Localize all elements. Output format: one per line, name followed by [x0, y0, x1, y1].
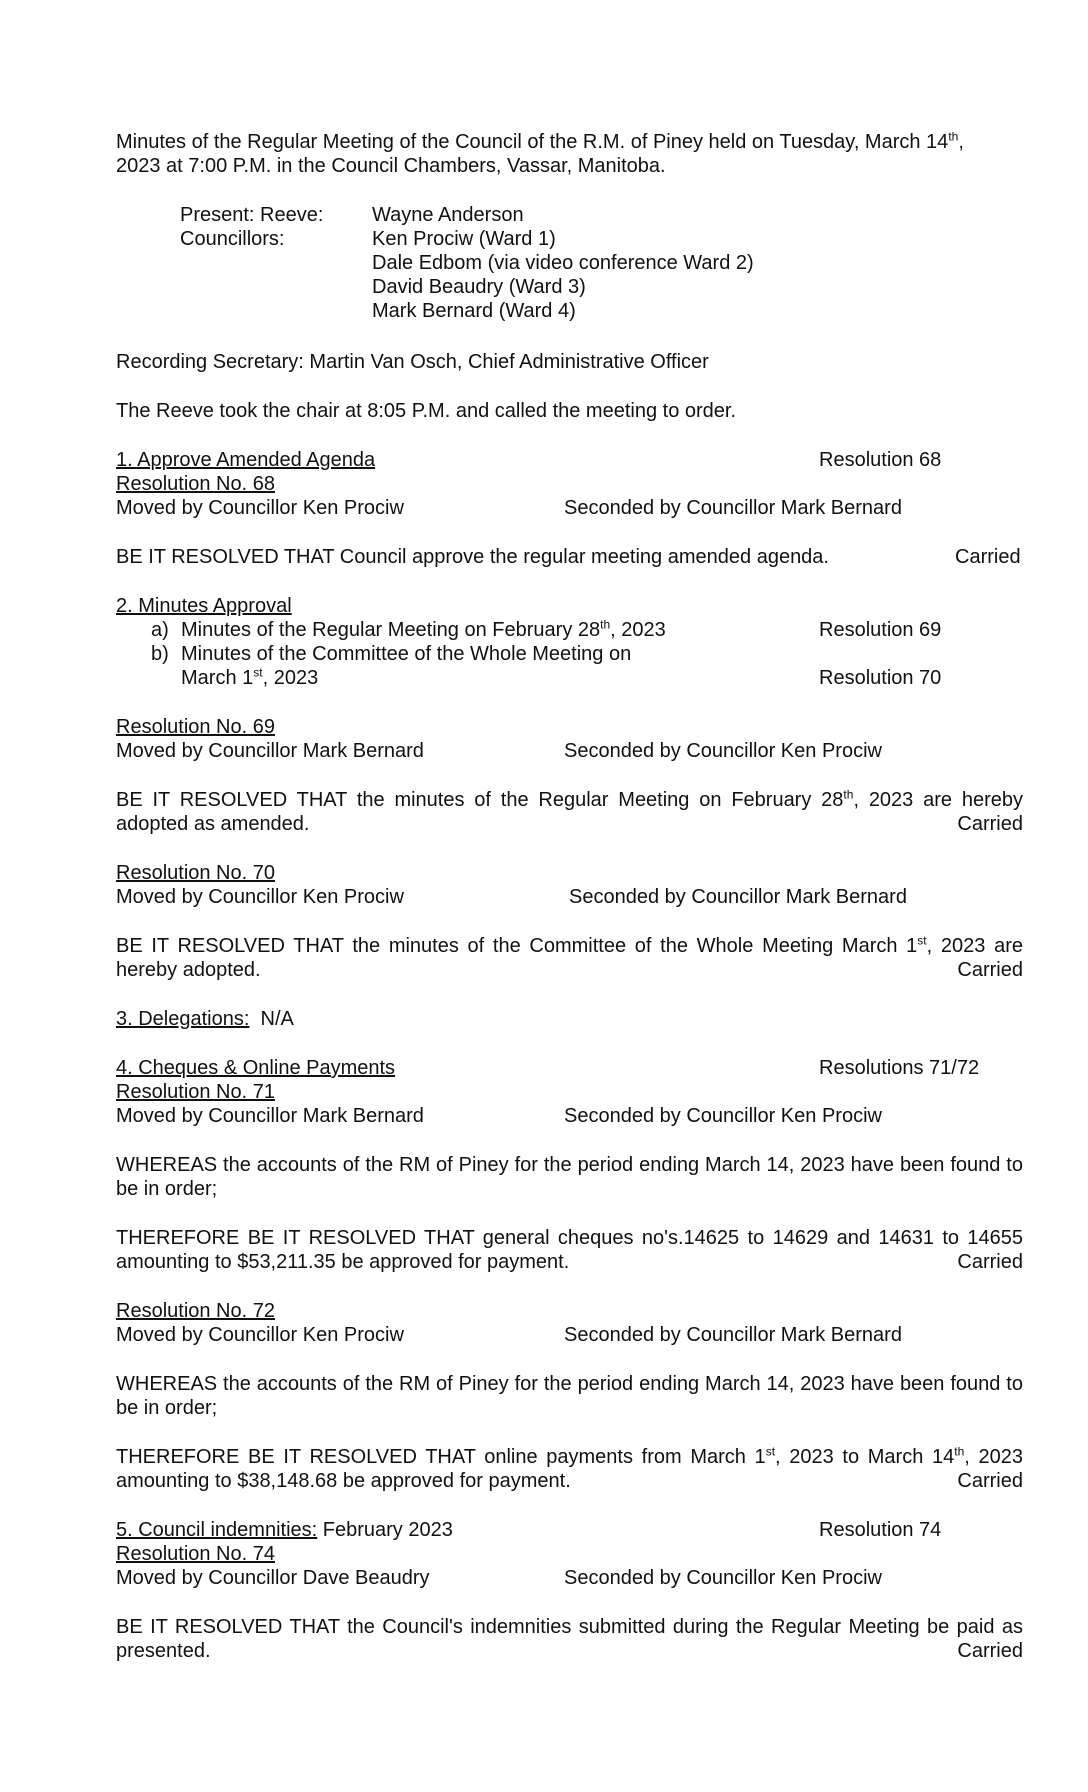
- section-5: [116, 1518, 453, 1542]
- councillor-ward-3: David Beaudry (Ward 3): [372, 276, 586, 298]
- resolution-74-number: Resolution No. 74: [116, 1543, 275, 1565]
- resolution-74-carried: Carried: [957, 1640, 1023, 1662]
- section-3: [116, 1007, 294, 1031]
- councillors-label: Councillors:: [180, 228, 285, 250]
- reeve-name: Wayne Anderson: [372, 204, 524, 226]
- item-a-text: Minutes of the Regular Meeting on February 28th, 2023: [181, 617, 666, 641]
- resolution-69-carried: Carried: [957, 813, 1023, 835]
- resolution-68-carried: Carried: [955, 546, 1021, 568]
- item-b-line2: March 1st, 2023: [181, 665, 319, 689]
- resolution-70-seconded: Seconded by Councillor Mark Bernard: [569, 886, 907, 908]
- reeve-label: Present: Reeve:: [180, 204, 324, 226]
- item-b-line1: Minutes of the Committee of the Whole Meeting on: [181, 643, 632, 665]
- resolution-72-whereas: WHEREAS the accounts of the RM of Piney for the period ending March 14, 2023 have been found to be in order;: [116, 1373, 1023, 1419]
- resolution-74-seconded: Seconded by Councillor Ken Prociw: [564, 1567, 882, 1589]
- section-4-heading: 4. Cheques & Online Payments: [116, 1057, 396, 1079]
- resolution-72-carried: Carried: [957, 1470, 1023, 1492]
- minutes-intro-line2: 2023 at 7:00 P.M. in the Council Chambers, Vassar, Manitoba.: [116, 155, 666, 177]
- resolution-69-number: Resolution No. 69: [116, 716, 275, 738]
- section-3-heading: 3. Delegations:: [116, 1008, 250, 1030]
- resolution-70-text: BE IT RESOLVED THAT the minutes of the Committee of the Whole Meeting March 1st, 2023 are hereby adopted. Carried: [116, 933, 1023, 981]
- resolution-68-moved: Moved by Councillor Ken Prociw: [116, 497, 404, 519]
- resolution-69-text: BE IT RESOLVED THAT the minutes of the Regular Meeting on February 28th, 2023 are hereby adopted as amended. Carried: [116, 787, 1024, 835]
- resolution-71-moved: Moved by Councillor Mark Bernard: [116, 1105, 424, 1127]
- resolution-74-moved: Moved by Councillor Dave Beaudry: [116, 1567, 430, 1589]
- minutes-intro-line1: Minutes of the Regular Meeting of the Council of the R.M. of Piney held on Tuesday, March 14th,: [116, 129, 964, 153]
- resolution-72-therefore: THEREFORE BE IT RESOLVED THAT online payments from March 1st, 2023 to March 14th, 2023 amounting to $38,148.68 be approved for payment. Carried: [116, 1444, 1023, 1492]
- section-1-heading: 1. Approve Amended Agenda: [116, 449, 376, 471]
- resolution-71-therefore: THEREFORE BE IT RESOLVED THAT general cheques no's.14625 to 14629 and 14631 to 14655 amounting to $53,211.35 be approved for payment. Carried: [116, 1227, 1023, 1273]
- resolution-74-text: BE IT RESOLVED THAT the Council's indemnities submitted during the Regular Meeting be paid as presented. Carried: [116, 1616, 1023, 1662]
- resolution-70-moved: Moved by Councillor Ken Prociw: [116, 886, 404, 908]
- councillor-ward-2: Dale Edbom (via video conference Ward 2): [372, 252, 754, 274]
- resolution-69-seconded: Seconded by Councillor Ken Prociw: [564, 740, 882, 762]
- resolution-71-seconded: Seconded by Councillor Ken Prociw: [564, 1105, 882, 1127]
- councillor-ward-4: Mark Bernard (Ward 4): [372, 300, 576, 322]
- resolution-70-number: Resolution No. 70: [116, 862, 275, 884]
- resolution-69-moved: Moved by Councillor Mark Bernard: [116, 740, 424, 762]
- resolution-72-moved: Moved by Councillor Ken Prociw: [116, 1324, 404, 1346]
- resolution-72-number: Resolution No. 72: [116, 1300, 275, 1322]
- section-4-resolution-ref: Resolutions 71/72: [819, 1057, 980, 1079]
- resolution-68-number: Resolution No. 68: [116, 473, 275, 495]
- resolution-68-seconded: Seconded by Councillor Mark Bernard: [564, 497, 902, 519]
- recording-secretary: Recording Secretary: Martin Van Osch, Chief Administrative Officer: [116, 351, 709, 373]
- resolution-71-carried: Carried: [957, 1251, 1023, 1273]
- call-to-order: The Reeve took the chair at 8:05 P.M. and called the meeting to order.: [116, 400, 737, 422]
- section-3-value: N/A: [260, 1008, 294, 1030]
- resolution-70-carried: Carried: [957, 959, 1023, 981]
- section-5-heading: 5. Council indemnities:: [116, 1519, 318, 1541]
- resolution-72-seconded: Seconded by Councillor Mark Bernard: [564, 1324, 902, 1346]
- resolution-68-text: BE IT RESOLVED THAT Council approve the regular meeting amended agenda.: [116, 546, 829, 568]
- section-5-period: February 2023: [322, 1519, 453, 1541]
- item-a-resolution-ref: Resolution 69: [819, 619, 942, 641]
- item-b-letter: b): [151, 643, 169, 665]
- section-2-heading: 2. Minutes Approval: [116, 595, 292, 617]
- section-5-resolution-ref: Resolution 74: [819, 1519, 942, 1541]
- item-b-resolution-ref: Resolution 70: [819, 667, 942, 689]
- councillor-ward-1: Ken Prociw (Ward 1): [372, 228, 556, 250]
- section-1-resolution-ref: Resolution 68: [819, 449, 942, 471]
- resolution-71-number: Resolution No. 71: [116, 1081, 275, 1103]
- resolution-71-whereas: WHEREAS the accounts of the RM of Piney for the period ending March 14, 2023 have been found to be in order;: [116, 1154, 1023, 1200]
- item-a-letter: a): [151, 619, 169, 641]
